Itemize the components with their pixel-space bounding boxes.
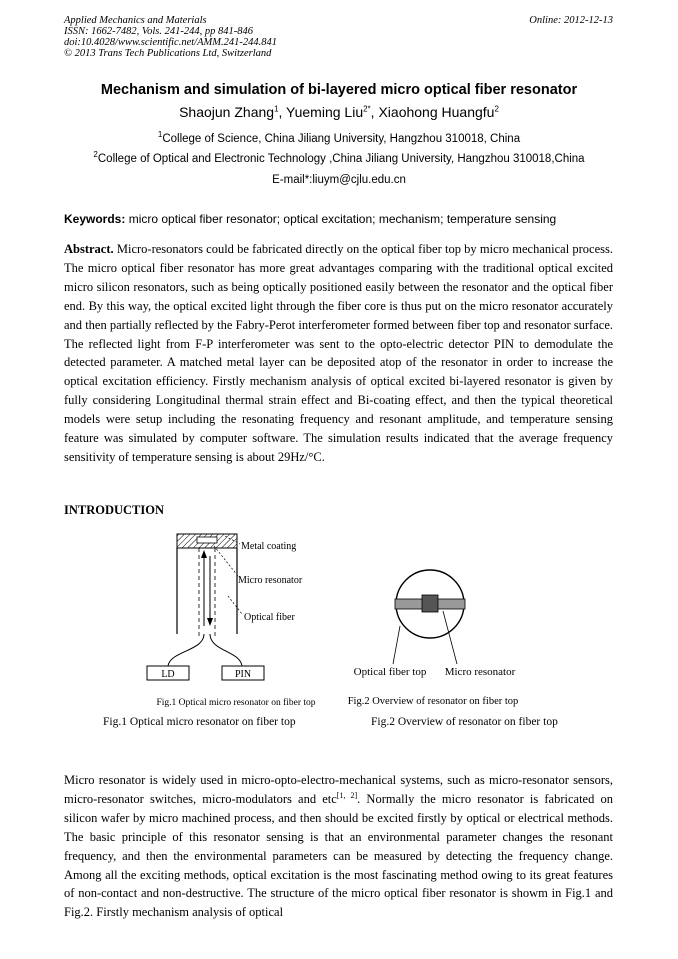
figure-1-diagram (130, 526, 335, 711)
introduction-paragraph (64, 771, 613, 922)
figure-1-caption: Fig.1 Optical micro resonator on fiber top (103, 716, 296, 728)
leader-optical-fiber (228, 596, 242, 614)
pin-label: PIN (234, 669, 252, 680)
author-sup: 2 (494, 104, 499, 114)
resonator-gap (197, 537, 217, 543)
running-header (64, 15, 277, 59)
affiliation-sup: 2 (93, 150, 98, 160)
author-name: Yueming Liu (286, 104, 364, 120)
ld-lead (168, 634, 204, 666)
doi-line: doi:10.4028/www.scientific.net/AMM.241-244.841 (64, 37, 277, 48)
arrow-head-up (201, 550, 207, 558)
affiliation-1 (0, 130, 678, 145)
email-line: E-mail*:liuym@cjlu.edu.cn (272, 174, 406, 186)
journal-name: Applied Mechanics and Materials (64, 15, 207, 26)
abstract-text: Micro-resonators could be fabricated directly on the optical fiber top by micro mechanical process. The micro optical fiber resonator has more great advantages comparing with the traditional optical excited micro silicon resonators, such as being optically positioned easily between the resonator and the optical fiber end. By this way, the optical excited light through the fiber core is thus put on the micro resonator accurately and then partially reflected by the Fabry-Perot interferometer formed between fiber top and resonator surface. The reflected light from F-P interferometer was sent to the opto-electric detector PIN to demodulate the detected parameter. A matched metal layer can be deposited atop of the resonator in order to increase the optical excitation efficiency. Firstly mechanism analysis of optical excited bi-layered resonator is given by fully considering Longitudinal thermal strain effect and Bi-coating effect, and then the typical theoretical models were setup including the resonating frequency and resonant amplitude, and temperature sensing feature was simulated by computer software. The simulation results indicated that the average frequency sensitivity of temperature sensing is about 29Hz/°C. (64, 242, 614, 464)
keywords-text: micro optical fiber resonator; optical excitation; mechanism; temperature sensing (128, 212, 557, 226)
micro-resonator-label: Micro resonator (238, 575, 303, 586)
affiliation-sup: 1 (157, 130, 163, 140)
ld-label: LD (161, 669, 175, 680)
affiliation-2 (0, 150, 678, 165)
paper-title: Mechanism and simulation of bi-layered micro optical fiber resonator (100, 82, 578, 98)
author-name: Shaojun Zhang (179, 104, 275, 120)
online-date: Online: 2012-12-13 (529, 15, 613, 26)
copyright-line: © 2013 Trans Tech Publications Ltd, Switzerland (64, 48, 272, 59)
author-sup: 2* (363, 104, 371, 114)
section-heading-introduction: INTRODUCTION (64, 503, 165, 517)
author-separator: , (278, 104, 287, 120)
intro-text-part1: Micro resonator is widely used in micro-opto-electro-mechanical systems, such as micro-resonator sensors, micro-resonator switches, micro-modulators and etc (64, 773, 613, 806)
figure-1-inner-caption: Fig.1 Optical micro resonator on fiber top (156, 698, 316, 708)
keywords-label: Keywords: (64, 212, 126, 226)
optical-fiber-top-label: Optical fiber top (353, 666, 427, 678)
keywords-line (64, 212, 556, 226)
issn-line: ISSN: 1662-7482, Vols. 241-244, pp 841-846 (64, 26, 253, 37)
leader-micro-resonator (214, 546, 238, 576)
citation: [1, 2] (336, 790, 358, 800)
author-sup: 1 (274, 104, 279, 114)
micro-resonator-label: Micro resonator (444, 666, 516, 678)
figure-2-inner-caption: Fig.2 Overview of resonator on fiber top (347, 696, 519, 707)
resonator-center (422, 595, 438, 612)
optical-fiber-label: Optical fiber (244, 612, 295, 623)
figure-2-diagram (335, 556, 535, 711)
affiliation-text: College of Science, China Jiliang University, Hangzhou 310018, China (162, 133, 521, 145)
figure-2-caption: Fig.2 Overview of resonator on fiber top (371, 716, 558, 728)
abstract (64, 240, 613, 467)
leader-fiber-top (393, 626, 400, 664)
author-list (0, 104, 678, 120)
affiliation-text: College of Optical and Electronic Technology ,China Jiliang University, Hangzhou 310018,China (97, 153, 585, 165)
author-name: Xiaohong Huangfu (378, 104, 495, 120)
metal-coating-label: Metal coating (241, 541, 297, 552)
author-separator: , (370, 104, 379, 120)
pin-lead (210, 634, 242, 666)
abstract-label: Abstract. (64, 242, 114, 256)
intro-text-part2: . Normally the micro resonator is fabricated on silicon wafer by micro machined process, and then should be excited firstly by optical or electrical methods. The basic principle of this resonator sensing is that an environmental parameter changes the resonant frequency, and then the environmental parameters can be measured by detecting the frequency change. Among all the exciting methods, optical excitation is the most fascinating method owing to its great features of non-contact and non-destructive. The structure of the micro optical fiber resonator is showm in Fig.1 and Fig.2. Firstly mechanism analysis of optical (64, 791, 613, 920)
arrow-head-down (207, 618, 213, 626)
